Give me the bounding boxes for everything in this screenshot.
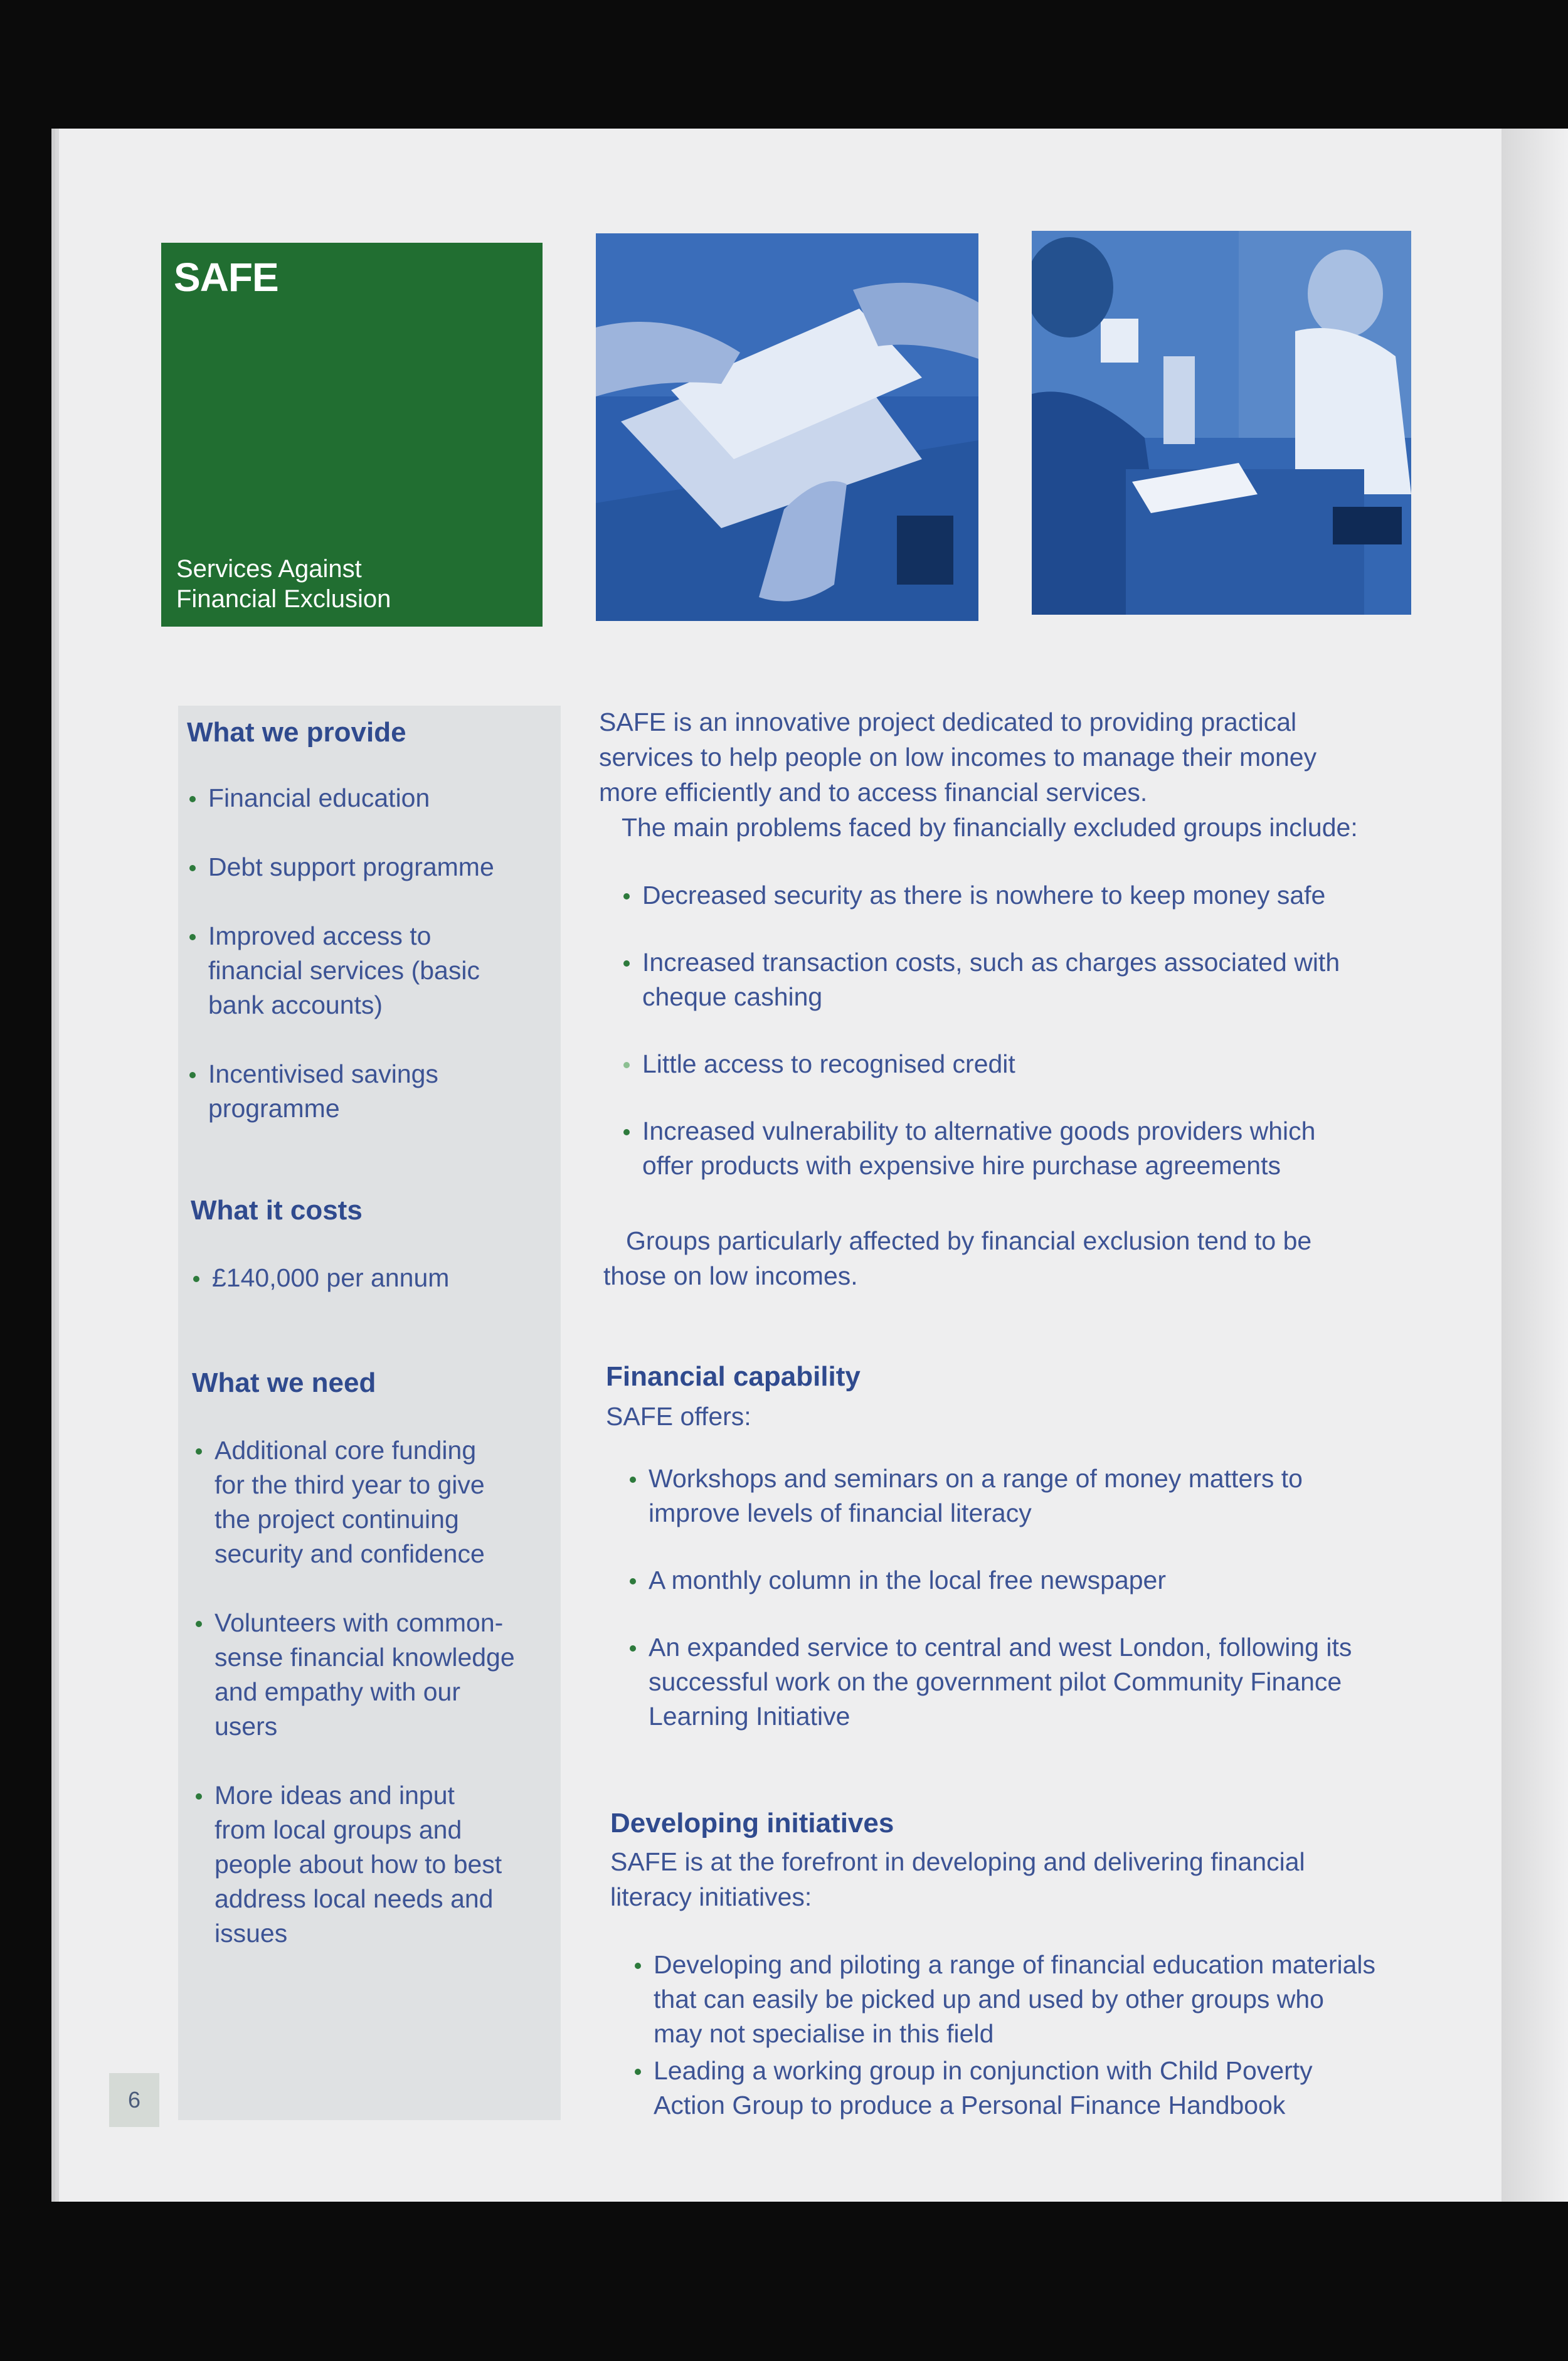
list-item: £140,000 per annum	[191, 1261, 554, 1295]
list-item: Incentivised savings programme	[187, 1057, 551, 1126]
next-page-edge	[1502, 129, 1568, 2202]
list-item: A monthly column in the local free newspaper	[627, 1563, 1443, 1598]
provide-heading: What we provide	[187, 717, 406, 748]
list-item: Financial education	[187, 781, 551, 815]
list-item: Decreased security as there is nowhere to keep money safe	[621, 878, 1436, 913]
list-item: Volunteers with common- sense financial knowledge and empathy with our users	[193, 1606, 557, 1744]
photo-cheque-handover	[596, 233, 978, 621]
list-item: Leading a working group in conjunction with Child Poverty Action Group to produce a Personal Finance Handbook	[632, 2054, 1460, 2123]
page-title: SAFE	[174, 255, 278, 300]
capability-heading: Financial capability	[606, 1361, 861, 1392]
photo-adviser-meeting	[1032, 231, 1411, 615]
list-item: An expanded service to central and west London, following its successful work on the government pilot Community Finance Learning Initiative	[627, 1630, 1443, 1734]
need-heading: What we need	[192, 1367, 376, 1398]
list-item: Additional core funding for the third year to give the project continuing security and confidence	[193, 1433, 557, 1571]
list-item: Increased transaction costs, such as charges associated with cheque cashing	[621, 945, 1436, 1014]
costs-list	[191, 1261, 554, 1295]
list-item: Improved access to financial services (basic bank accounts)	[187, 919, 551, 1022]
capability-list	[627, 1462, 1443, 1734]
list-item: Workshops and seminars on a range of money matters to improve levels of financial literacy	[627, 1462, 1443, 1531]
costs-heading: What it costs	[191, 1195, 363, 1226]
need-list	[193, 1433, 557, 1951]
subtitle-line: Services Against	[176, 555, 362, 583]
list-item: Increased vulnerability to alternative goods providers which offer products with expensive hire purchase agreements	[621, 1114, 1436, 1183]
groups-paragraph: Groups particularly affected by financial exclusion tend to be those on low incomes.	[603, 1226, 1312, 1290]
sidebar-panel	[178, 706, 561, 2120]
initiatives-intro: SAFE is at the forefront in developing and delivering financial literacy initiatives:	[610, 1847, 1305, 1911]
page-subtitle	[176, 554, 391, 614]
provide-list	[187, 781, 551, 1126]
title-block	[161, 243, 543, 627]
initiatives-list	[632, 1948, 1460, 2123]
list-item: Debt support programme	[187, 850, 551, 884]
page-number: 6	[109, 2073, 159, 2127]
intro-paragraph: SAFE is an innovative project dedicated to providing practical services to help people on low incomes to manage their money more efficiently and to access financial services. The main problems faced by financially excluded groups include:	[599, 708, 1358, 842]
problems-list	[621, 878, 1436, 1183]
list-item: Developing and piloting a range of financial education materials that can easily be picked up and used by other groups who may not specialise in this field	[632, 1948, 1460, 2051]
list-item: More ideas and input from local groups and people about how to best address local needs and issues	[193, 1778, 557, 1951]
subtitle-line: Financial Exclusion	[176, 585, 391, 613]
initiatives-heading: Developing initiatives	[610, 1808, 894, 1838]
capability-intro: SAFE offers:	[606, 1402, 751, 1431]
list-item: Little access to recognised credit	[621, 1047, 1436, 1081]
